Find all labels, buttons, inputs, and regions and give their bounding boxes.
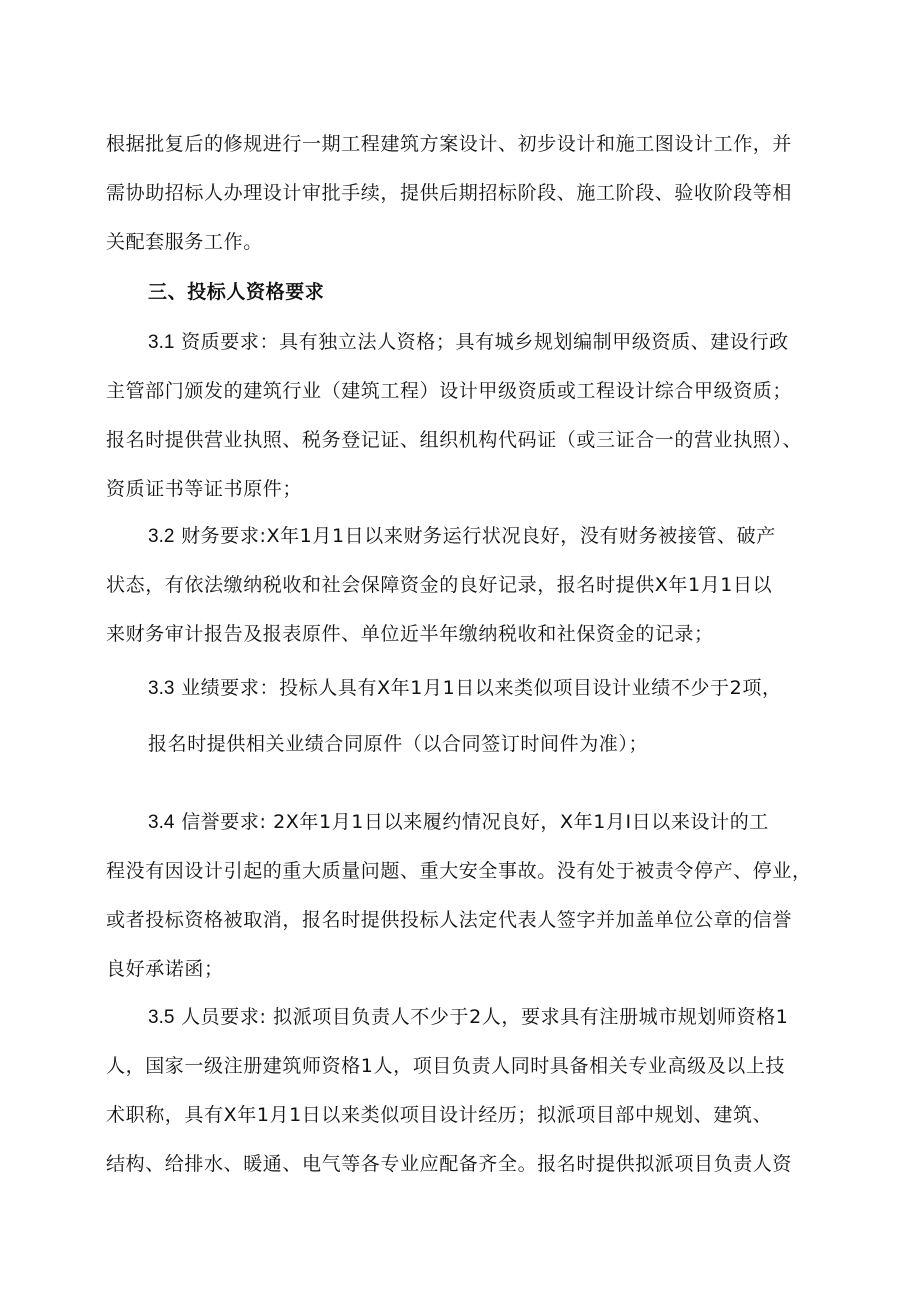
item-3-4-line: 或者投标资格被取消，报名时提供投标人法定代表人签字并加盖单位公章的信誉 <box>106 909 793 931</box>
item-3-3-first-line <box>148 675 822 702</box>
item-3-4-first-line <box>148 809 822 836</box>
item-text: 财务要求:X年1月1日以来财务运行状况良好，没有财务被接管、破产 <box>181 525 776 547</box>
item-3-5-line: 术职称，具有X年1月1日以来类似项目设计经历；拟派项目部中规划、建筑、 <box>106 1104 773 1126</box>
item-text: 业绩要求：投标人具有X年1月1日以来类似项目设计业绩不少于2项， <box>181 677 782 699</box>
item-number: 3.2 <box>148 526 175 547</box>
intro-line-2: 需协助招标人办理设计审批手续，提供后期招标阶段、施工阶段、验收阶段等相 <box>106 182 793 204</box>
item-number: 3.1 <box>148 332 175 353</box>
item-3-5-line: 人，国家一级注册建筑师资格1人，项目负责人同时具备相关专业高级及以上技 <box>106 1055 786 1077</box>
item-number: 3.3 <box>148 678 175 699</box>
item-3-1-line: 主管部门颁发的建筑行业（建筑工程）设计甲级资质或工程设计综合甲级资质； <box>106 380 793 402</box>
item-3-2-first-line <box>148 523 822 550</box>
item-text: 信誉要求: 2X年1月1日以来履约情况良好，X年1月I日以来设计的工 <box>181 811 769 833</box>
item-text: 人员要求: 拟派项目负责人不少于2人，要求具有注册城市规划师资格1 <box>181 1006 789 1028</box>
item-3-2-line: 来财务审计报告及报表原件、单位近半年缴纳税收和社保资金的记录； <box>106 623 714 645</box>
item-3-3-line: 报名时提供相关业绩合同原件（以合同签订时间件为准）； <box>148 733 649 755</box>
item-number: 3.5 <box>148 1007 175 1028</box>
item-number: 3.4 <box>148 812 175 833</box>
item-text: 资质要求：具有独立法人资格；具有城乡规划编制甲级资质、建设行政 <box>181 331 789 353</box>
item-3-1-line: 报名时提供营业执照、税务登记证、组织机构代码证（或三证合一的营业执照）、 <box>106 429 803 451</box>
intro-line-3: 关配套服务工作。 <box>106 231 263 253</box>
item-3-5-first-line <box>148 1004 822 1031</box>
item-3-2-line: 状态，有依法缴纳税收和社会保障资金的良好记录，报名时提供X年1月1日以 <box>106 574 773 596</box>
intro-line-1: 根据批复后的修规进行一期工程建筑方案设计、初步设计和施工图设计工作，并 <box>106 133 793 155</box>
section-heading: 三、投标人资格要求 <box>148 281 325 303</box>
item-3-1-first-line <box>148 329 822 356</box>
item-3-1-line: 资质证书等证书原件； <box>106 478 303 500</box>
item-3-4-line: 程没有因设计引起的重大质量问题、重大安全事故。没有处于被责令停产、停业， <box>106 860 812 882</box>
item-3-4-line: 良好承诺函； <box>106 958 224 980</box>
item-3-5-line: 结构、给排水、暖通、电气等各专业应配备齐全。报名时提供拟派项目负责人资 <box>106 1153 793 1175</box>
